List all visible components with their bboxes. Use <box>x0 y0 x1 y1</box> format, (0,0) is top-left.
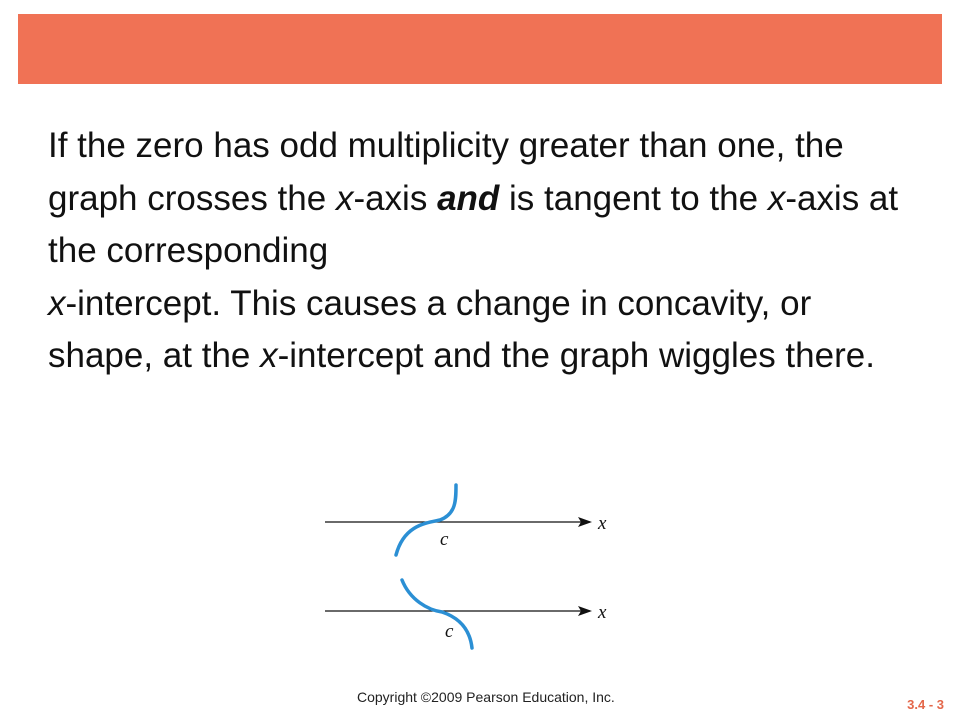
body-text-part3: is tangent to the <box>499 178 768 218</box>
body-text-x2: x <box>767 178 786 218</box>
wiggle-diagram <box>270 430 690 685</box>
bottom-intercept-label: c <box>445 621 454 642</box>
body-text-part6: -intercept and the graph wiggles there. <box>277 336 875 375</box>
body-text-x4: x <box>260 336 278 375</box>
body-text-part5: -intercept. This causes a change in concavity, or shape, at the <box>48 283 812 375</box>
bottom-axis-label: x <box>598 602 607 623</box>
bottom-wiggle-curve <box>402 580 472 648</box>
body-text-part2: -axis <box>353 178 438 218</box>
wiggle-figure <box>270 430 690 685</box>
top-axis-label: x <box>598 513 607 534</box>
body-text-part4: -axis at the corresponding <box>48 178 899 270</box>
copyright-notice: Copyright ©2009 Pearson Education, Inc. <box>357 689 615 705</box>
body-text-and: and <box>437 178 500 218</box>
body-text-part1: If the zero has odd multiplicity greater than one, the graph crosses the <box>48 126 844 218</box>
top-intercept-label: c <box>440 529 449 550</box>
body-text-x1: x <box>335 178 354 218</box>
slide-number: 3.4 - 3 <box>907 697 944 712</box>
body-text <box>48 120 918 383</box>
header-bar <box>18 14 942 84</box>
body-text-x3: x <box>48 283 66 323</box>
